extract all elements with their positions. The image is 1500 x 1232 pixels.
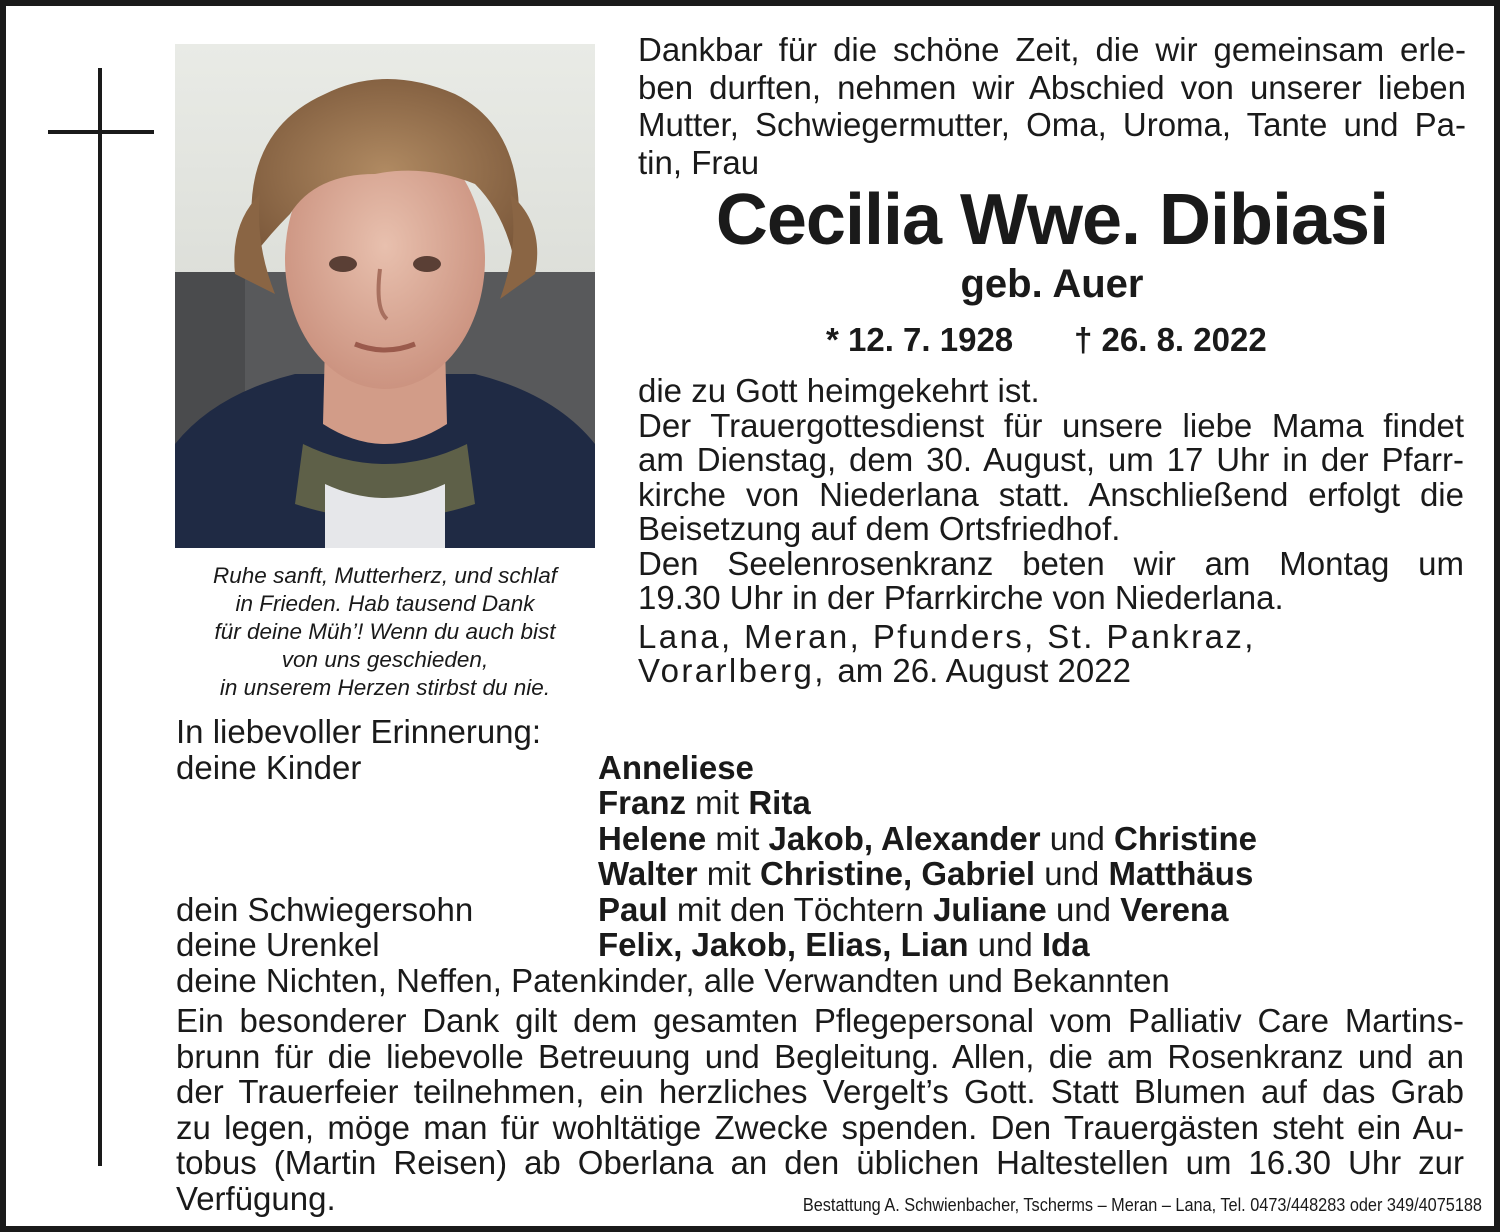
body-line: am Dienstag, dem 30. August, um 17 Uhr in der Pfarr-	[638, 441, 1464, 478]
body-line: Den Seelenrosenkranz beten wir am Montag um	[638, 544, 1464, 582]
thanks-line: der Trauerfeier teilnehmen, ein herzliches Vergelt’s Gott. Statt Blumen auf das Grab	[176, 1073, 1464, 1110]
announcement-date: am 26. August 2022	[837, 652, 1131, 689]
son-in-law-label: dein Schwiegersohn	[176, 890, 474, 928]
portrait-photo	[175, 44, 595, 548]
child-entry: Helene mit Jakob, Alexander und Christine	[598, 819, 1258, 857]
intro-line: Dankbar für die schöne Zeit, die wir gemeinsam erle-	[638, 31, 1466, 68]
body-line: 19.30 Uhr in der Pfarrkirche von Niederlana.	[638, 579, 1284, 616]
poem-line: Ruhe sanft, Mutterherz, und schlaf	[213, 563, 557, 588]
great-grandchildren-label: deine Urenkel	[176, 926, 380, 963]
children-label: deine Kinder	[176, 748, 362, 786]
intro-line: tin, Frau	[638, 143, 760, 181]
child-entry: Anneliese	[598, 748, 754, 786]
memorial-poem	[172, 562, 598, 702]
body-line: Der Trauergottesdienst für unsere liebe Mama findet	[638, 406, 1464, 444]
poem-line: in unserem Herzen stirbst du nie.	[219, 675, 551, 700]
thanks-line: Verfügung.	[176, 1179, 336, 1217]
thanks-line: Ein besonderer Dank gilt dem gesamten Pflegepersonal vom Palliativ Care Martins-	[176, 1002, 1464, 1039]
birth-date: * 12. 7. 1928	[826, 321, 1014, 358]
intro-line: Mutter, Schwiegermutter, Oma, Uroma, Tante und Pa-	[638, 106, 1466, 143]
cross-icon-bar	[48, 130, 154, 134]
poem-line: für deine Müh’! Wenn du auch bist	[214, 619, 556, 644]
body-line: Beisetzung auf dem Ortsfriedhof.	[638, 510, 1121, 547]
body-line: die zu Gott heimgekehrt ist.	[638, 372, 1040, 409]
thanks-line: zu legen, möge man für wohltätige Zwecke spenden. Den Trauergästen steht ein Au-	[176, 1108, 1464, 1146]
places-region: Vorarlberg,	[638, 652, 826, 689]
great-grandchildren-entry: Felix, Jakob, Elias, Lian und Ida	[598, 926, 1090, 963]
child-entry: Walter mit Christine, Gabriel und Matthäus	[598, 855, 1254, 892]
maiden-name: geb. Auer	[960, 262, 1144, 306]
child-entry: Franz mit Rita	[598, 784, 811, 821]
body-line: kirche von Niederlana statt. Anschließend erfolgt die	[638, 475, 1464, 513]
intro-text	[638, 31, 1466, 181]
death-date: † 26. 8. 2022	[1074, 321, 1267, 358]
funeral-home-footer: Bestattung A. Schwienbacher, Tscherms – Meran – Lana, Tel. 0473/448283 oder 349/4075188	[802, 1194, 1482, 1215]
poem-line: in Frieden. Hab tausend Dank	[235, 591, 535, 616]
places-date-line	[638, 654, 1464, 689]
thanks-line: brunn für die liebevolle Betreuung und Begleitung. Allen, die am Rosenkranz und an	[176, 1037, 1464, 1075]
thanks-text	[176, 1003, 1464, 1216]
cross-icon	[98, 68, 102, 1166]
mourners-heading: In liebevoller Erinnerung:	[176, 713, 542, 750]
intro-line: ben durften, nehmen wir Abschied von unserer lieben	[638, 68, 1466, 106]
deceased-name: Cecilia Wwe. Dibiasi	[715, 180, 1389, 260]
places-line: Lana, Meran, Pfunders, St. Pankraz,	[638, 617, 1256, 655]
mourners-list	[176, 714, 1476, 998]
son-in-law-entry: Paul mit den Töchtern Juliane und Verena	[598, 890, 1229, 928]
poem-line: von uns geschieden,	[281, 647, 489, 672]
thanks-line: tobus (Martin Reisen) ab Oberlana an den üblichen Haltestellen um 16.30 Uhr zur	[176, 1144, 1464, 1181]
relatives-line: deine Nichten, Neffen, Patenkinder, alle Verwandten und Bekannten	[176, 961, 1170, 999]
announcement-text	[638, 374, 1464, 689]
